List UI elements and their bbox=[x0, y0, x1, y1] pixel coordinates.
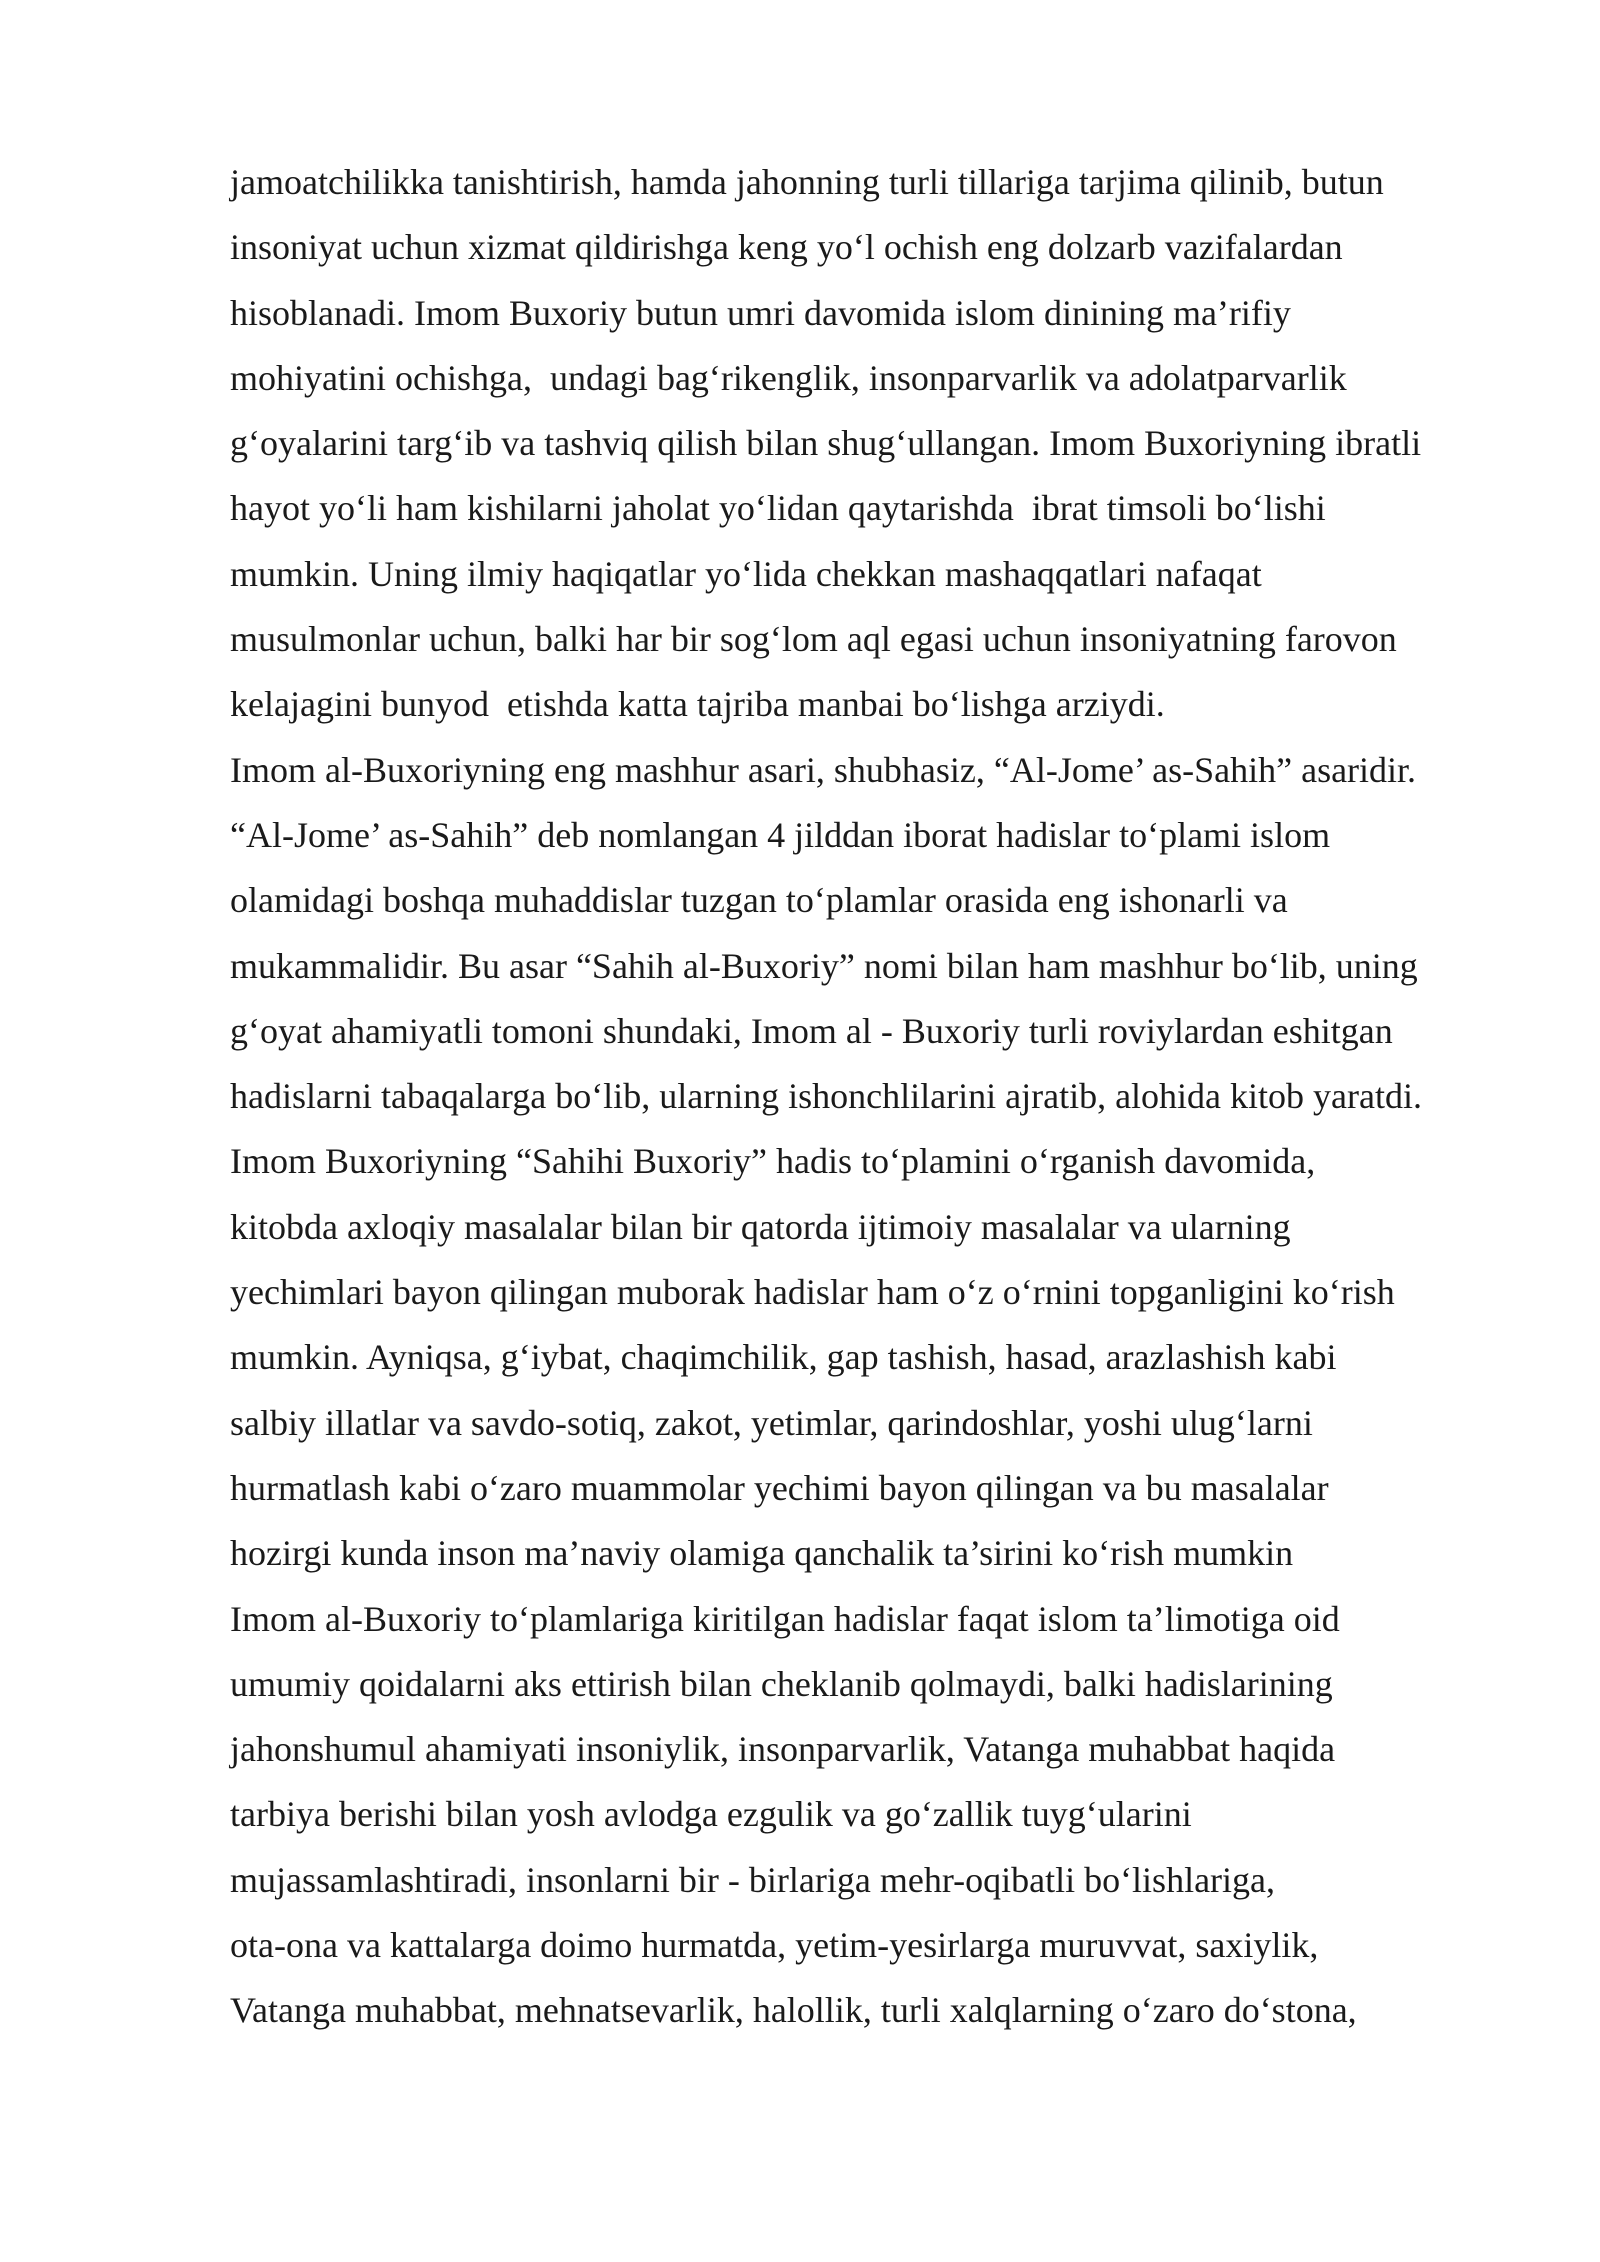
text-line: umumiy qoidalarni aks ettirish bilan cheklanib qolmaydi, balki hadislarining bbox=[230, 1663, 1333, 1704]
text-line: mumkin. Uning ilmiy haqiqatlar yo‘lida chekkan mashaqqatlari nafaqat bbox=[230, 553, 1262, 594]
text-line: mukammalidir. Bu asar “Sahih al-Buxoriy” nomi bilan ham mashhur bo‘lib, uning bbox=[230, 945, 1418, 986]
text-line: hozirgi kunda inson ma’naviy olamiga qanchalik ta’sirini ko‘rish mumkin bbox=[230, 1533, 1294, 1574]
text-line: kitobda axloqiy masalalar bilan bir qatorda ijtimoiy masalalar va ularning bbox=[230, 1206, 1291, 1247]
text-line: jamoatchilikka tanishtirish, hamda jahonning turli tillariga tarjima qilinib, butun bbox=[230, 162, 1384, 202]
text-line: kelajagini bunyod etishda katta tajriba manbai bo‘lishga arziydi. bbox=[230, 684, 1165, 725]
text-line: mujassamlashtiradi, insonlarni bir - birlariga mehr-oqibatli bo‘lishlariga, bbox=[230, 1859, 1276, 1900]
text-line: hurmatlash kabi o‘zaro muammolar yechimi bayon qilingan va bu masalalar bbox=[230, 1467, 1329, 1508]
body-text bbox=[230, 150, 1560, 2044]
text-line: insoniyat uchun xizmat qildirishga keng yo‘l ochish eng dolzarb vazifalardan bbox=[230, 227, 1343, 268]
text-line: salbiy illatlar va savdo-sotiq, zakot, yetimlar, qarindoshlar, yoshi ulug‘larni bbox=[230, 1402, 1313, 1443]
text-line: mohiyatini ochishga, undagi bag‘rikenglik, insonparvarlik va adolatparvarlik bbox=[230, 357, 1347, 398]
text-line: Imom Buxoriyning “Sahihi Buxoriy” hadis to‘plamini o‘rganish davomida, bbox=[230, 1141, 1316, 1182]
text-line: yechimlari bayon qilingan muborak hadislar ham o‘z o‘rnini topganligini ko‘rish bbox=[230, 1272, 1395, 1313]
text-line: g‘oyat ahamiyatli tomoni shundaki, Imom al - Buxoriy turli roviylardan eshitgan bbox=[230, 1010, 1393, 1051]
text-line: hayot yo‘li ham kishilarni jaholat yo‘lidan qaytarishda ibrat timsoli bo‘lishi bbox=[230, 488, 1326, 529]
text-line: g‘oyalarini targ‘ib va tashviq qilish bilan shug‘ullangan. Imom Buxoriyning ibratli bbox=[230, 423, 1422, 464]
text-line: hadislarni tabaqalarga bo‘lib, ularning ishonchlilarini ajratib, alohida kitob yaratdi. bbox=[230, 1076, 1422, 1117]
text-line: Vatanga muhabbat, mehnatsevarlik, halollik, turli xalqlarning o‘zaro do‘stona, bbox=[230, 1990, 1357, 2031]
text-line: jahonshumul ahamiyati insoniylik, insonparvarlik, Vatanga muhabbat haqida bbox=[230, 1729, 1336, 1770]
text-line: hisoblanadi. Imom Buxoriy butun umri davomida islom dinining ma’rifiy bbox=[230, 292, 1291, 333]
text-line: Imom al-Buxoriyning eng mashhur asari, shubhasiz, “Al-Jome’ as-Sahih” asaridir. bbox=[230, 749, 1417, 790]
text-line: ota-ona va kattalarga doimo hurmatda, yetim-yesirlarga muruvvat, saxiylik, bbox=[230, 1925, 1319, 1966]
text-line: tarbiya berishi bilan yosh avlodga ezgulik va go‘zallik tuyg‘ularini bbox=[230, 1794, 1192, 1835]
text-line: Imom al-Buxoriy to‘plamlariga kiritilgan hadislar faqat islom ta’limotiga oid bbox=[230, 1598, 1340, 1639]
text-line: mumkin. Ayniqsa, g‘iybat, chaqimchilik, gap tashish, hasad, arazlashish kabi bbox=[230, 1337, 1337, 1378]
text-line: “Al-Jome’ as-Sahih” deb nomlangan 4 jilddan iborat hadislar to‘plami islom bbox=[230, 814, 1331, 855]
text-line: musulmonlar uchun, balki har bir sog‘lom aql egasi uchun insoniyatning farovon bbox=[230, 619, 1397, 660]
text-line: olamidagi boshqa muhaddislar tuzgan to‘plamlar orasida eng ishonarli va bbox=[230, 880, 1288, 921]
